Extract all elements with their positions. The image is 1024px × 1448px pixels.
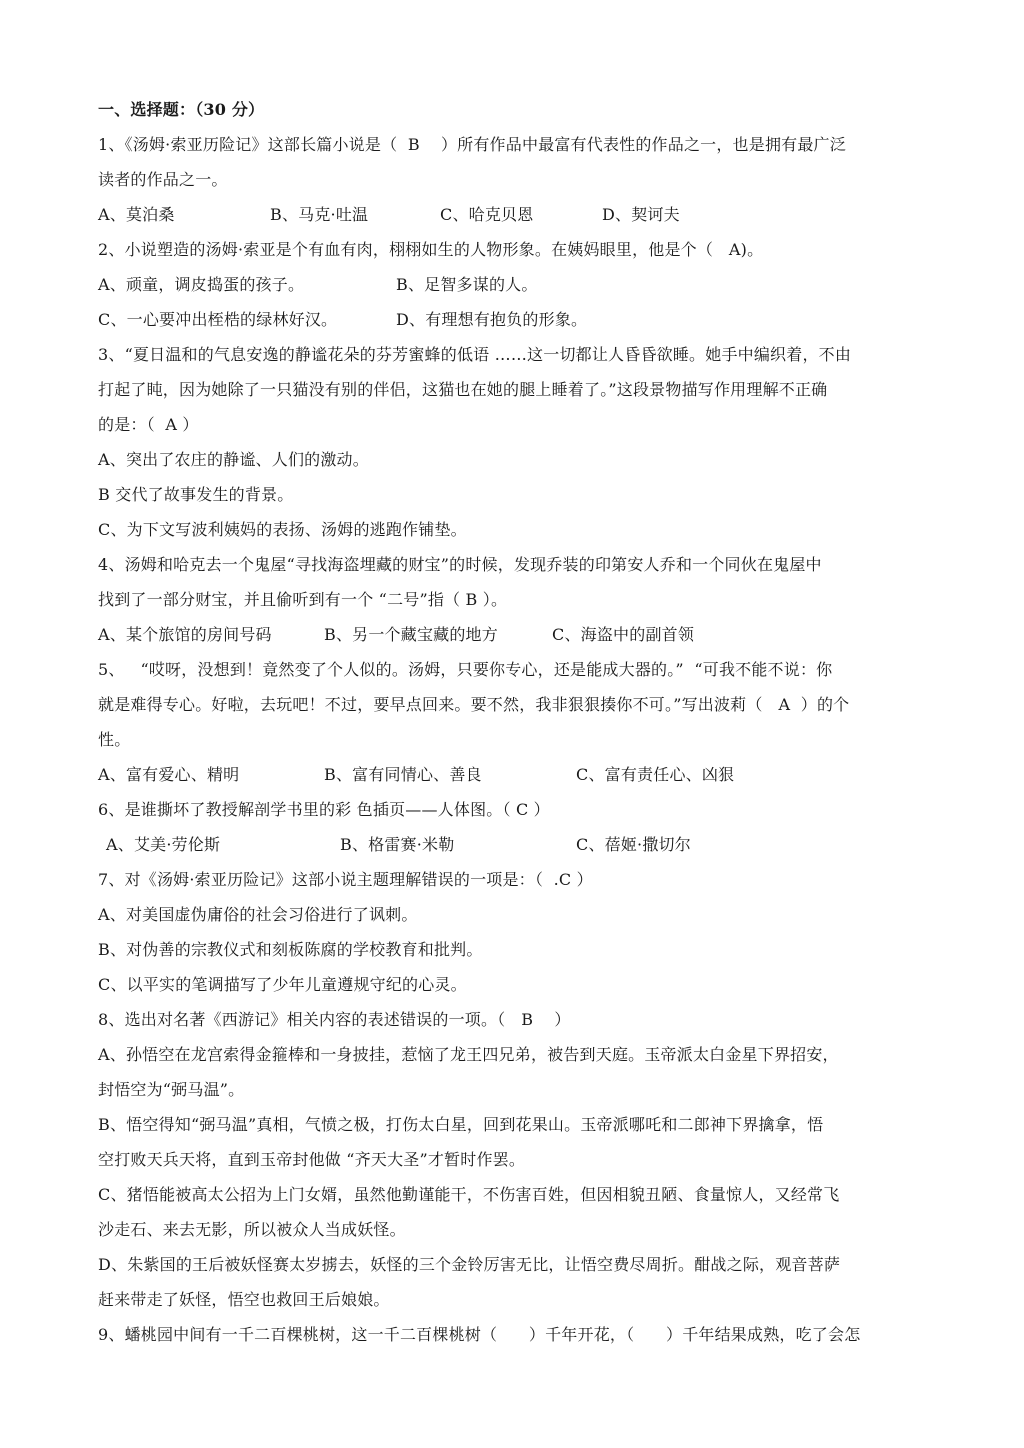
q8-option-a-line1: A、孙悟空在龙宫索得金箍棒和一身披挂，惹恼了龙王四兄弟，被告到天庭。玉帝派太白金星下界招安， xyxy=(98,1045,839,1064)
q1-option-a: A、莫泊桑 xyxy=(98,205,175,224)
q4-option-b: B、另一个藏宝藏的地方 xyxy=(324,625,498,644)
section-title: 一、选择题：（30 分） xyxy=(98,100,265,119)
q8-option-b-line1: B、悟空得知“弼马温”真相，气愤之极，打伤太白星，回到花果山。玉帝派哪吒和二郎神下界擒拿，悟 xyxy=(98,1115,824,1134)
q6-line1: 6、是谁撕坏了教授解剖学书里的彩 色插页——人体图。（ C ） xyxy=(98,800,550,819)
q5-line2: 就是难得专心。好啦，去玩吧！不过，要早点回来。要不然，我非狠狠揍你不可。”写出波莉（ A ）的个 xyxy=(98,695,850,714)
q8-option-a-line2: 封悟空为“弼马温”。 xyxy=(98,1080,245,1099)
q6-option-c: C、蓓姬·撒切尔 xyxy=(576,835,691,854)
q5-option-b: B、富有同情心、善良 xyxy=(324,765,482,784)
q3-option-a: A、突出了农庄的静谧、人们的激动。 xyxy=(98,450,369,469)
q3-line3: 的是：（ A ） xyxy=(98,415,199,434)
q2-options-cd xyxy=(98,302,948,337)
q6-options xyxy=(98,827,948,862)
q3-option-c: C、为下文写波利姨妈的表扬、汤姆的逃跑作铺垫。 xyxy=(98,520,467,539)
q6-option-a: A、艾美·劳伦斯 xyxy=(106,835,221,854)
q4-option-a: A、某个旅馆的房间号码 xyxy=(98,625,272,644)
q4-line2: 找到了一部分财宝，并且偷听到有一个 “二号”指（ B ）。 xyxy=(98,590,508,609)
q7-option-b: B、对伪善的宗教仪式和刻板陈腐的学校教育和批判。 xyxy=(98,940,483,959)
q1-line1: 1、《汤姆·索亚历险记》这部长篇小说是（ B ）所有作品中最富有代表性的作品之一，也是拥有最广泛 xyxy=(98,135,846,154)
q5-option-c: C、富有责任心、凶狠 xyxy=(576,765,735,784)
q7-line1: 7、对《汤姆·索亚历险记》这部小说主题理解错误的一项是：（ .C ） xyxy=(98,870,593,889)
q5-options xyxy=(98,757,948,792)
q1-option-d: D、契诃夫 xyxy=(602,205,680,224)
q5-option-a: A、富有爱心、精明 xyxy=(98,765,240,784)
q8-option-b-line2: 空打败天兵天将，直到玉帝封他做 “齐天大圣”才暂时作罢。 xyxy=(98,1150,526,1169)
q1-option-c: C、哈克贝恩 xyxy=(440,205,534,224)
q2-option-d: D、有理想有抱负的形象。 xyxy=(396,310,588,329)
q4-option-c: C、海盗中的副首领 xyxy=(552,625,695,644)
q5-line3: 性。 xyxy=(98,730,131,749)
q7-option-a: A、对美国虚伪庸俗的社会习俗进行了讽刺。 xyxy=(98,905,418,924)
q7-option-c: C、以平实的笔调描写了少年儿童遵规守纪的心灵。 xyxy=(98,975,467,994)
q3-line1: 3、“夏日温和的气息安逸的静谧花朵的芬芳蜜蜂的低语 ……这一切都让人昏昏欲睡。她手中编织着，不由 xyxy=(98,345,852,364)
q8-option-d-line1: D、朱紫国的王后被妖怪赛太岁掳去，妖怪的三个金铃厉害无比，让悟空费尽周折。酣战之际，观音菩萨 xyxy=(98,1255,841,1274)
q1-option-b: B、马克·吐温 xyxy=(270,205,369,224)
q2-line1: 2、小说塑造的汤姆·索亚是个有血有肉，栩栩如生的人物形象。在姨妈眼里，他是个（ A)。 xyxy=(98,240,764,259)
q1-options xyxy=(98,197,948,232)
q8-option-c-line1: C、猪悟能被高太公招为上门女婿，虽然他勤谨能干，不伤害百姓，但因相貌丑陋、食量惊人，又经常飞 xyxy=(98,1185,840,1204)
q6-option-b: B、格雷赛·米勒 xyxy=(340,835,455,854)
exam-page xyxy=(98,92,948,1352)
q3-line2: 打起了盹，因为她除了一只猫没有别的伴侣，这猫也在她的腿上睡着了。”这段景物描写作用理解不正确 xyxy=(98,380,828,399)
q2-option-c: C、一心要冲出桎梏的绿林好汉。 xyxy=(98,310,338,329)
q8-option-c-line2: 沙走石、来去无影，所以被众人当成妖怪。 xyxy=(98,1220,406,1239)
q1-line2: 读者的作品之一。 xyxy=(98,170,228,189)
q8-option-d-line2: 赶来带走了妖怪，悟空也救回王后娘娘。 xyxy=(98,1290,390,1309)
q3-option-b: B 交代了故事发生的背景。 xyxy=(98,485,294,504)
q2-option-a: A、顽童，调皮捣蛋的孩子。 xyxy=(98,275,305,294)
q4-line1: 4、汤姆和哈克去一个鬼屋“寻找海盗埋藏的财宝”的时候，发现乔装的印第安人乔和一个同伙在鬼屋中 xyxy=(98,555,822,574)
q5-line1: 5、 “哎呀，没想到！竟然变了个人似的。汤姆，只要你专心，还是能成大器的。” “可我不能不说：你 xyxy=(98,660,833,679)
q2-option-b: B、足智多谋的人。 xyxy=(396,275,538,294)
q8-line1: 8、选出对名著《西游记》相关内容的表述错误的一项。（ B ） xyxy=(98,1010,571,1029)
q2-options-ab xyxy=(98,267,948,302)
q9-line1: 9、蟠桃园中间有一千二百棵桃树，这一千二百棵桃树（ ）千年开花，（ ）千年结果成熟，吃了会怎 xyxy=(98,1325,861,1344)
q4-options xyxy=(98,617,948,652)
